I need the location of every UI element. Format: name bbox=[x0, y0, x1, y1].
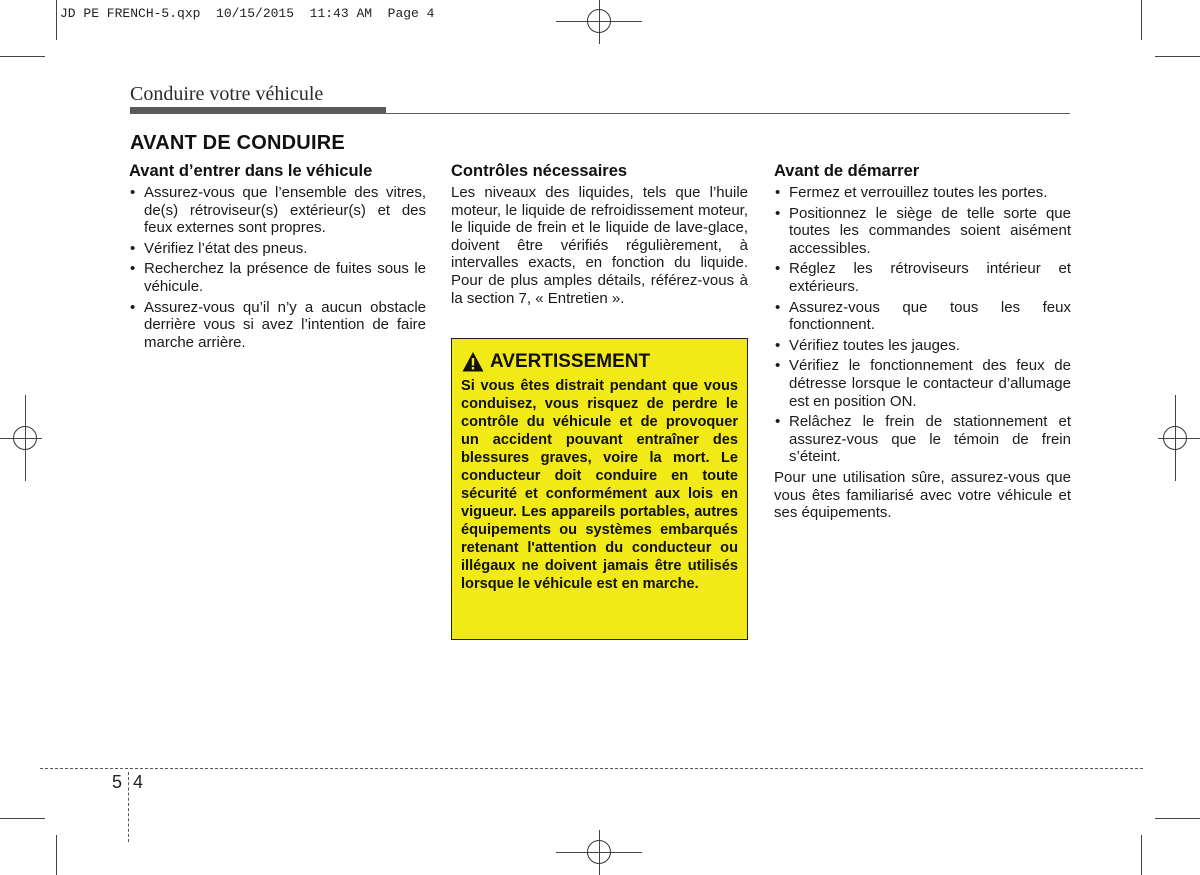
crop-mark bbox=[56, 0, 57, 40]
running-head: Conduire votre véhicule bbox=[130, 83, 324, 105]
warning-text: Si vous êtes distrait pendant que vous conduisez, vous risquez de perdre le contrôle du véhicule et de provoquer un accident pouvant entraîner des blessures graves, voire la mort. Le conducteur doit conduire en toute sécurité et conformément aux lois en vigueur. Les appareils portables, autres équipements ou systèmes embarqués retenant l'attention du conducteur ou illégaux ne doivent jamais être utilisés lorsque le véhicule est en marche. bbox=[461, 378, 738, 592]
checklist-item: • Assurez-vous qu’il n’y a aucun obstacle derrière vous si avez l’intention de faire marche arrière. bbox=[129, 299, 426, 352]
checklist bbox=[129, 184, 426, 351]
crop-mark bbox=[1155, 818, 1200, 819]
column-required-checks bbox=[451, 161, 748, 307]
registration-circle-icon bbox=[1163, 426, 1187, 450]
crop-mark bbox=[1155, 56, 1200, 57]
checklist-item: • Vérifiez toutes les jauges. bbox=[774, 337, 1071, 355]
checklist bbox=[774, 184, 1071, 466]
column-heading: Avant de démarrer bbox=[774, 162, 920, 180]
checklist-item: • Vérifiez l’état des pneus. bbox=[129, 240, 426, 258]
registration-circle-icon bbox=[587, 9, 611, 33]
registration-circle-icon bbox=[13, 426, 37, 450]
column-heading: Avant d’entrer dans le véhicule bbox=[129, 162, 373, 180]
checklist-item: • Positionnez le siège de telle sorte que toutes les commandes soient aisément accessibles. bbox=[774, 205, 1071, 258]
header-bar bbox=[130, 107, 386, 114]
page-in-chapter: 4 bbox=[133, 772, 144, 792]
checklist-item: • Recherchez la présence de fuites sous le véhicule. bbox=[129, 260, 426, 295]
section-title: AVANT DE CONDUIRE bbox=[130, 132, 345, 154]
crop-mark bbox=[1141, 0, 1142, 40]
page-number-separator bbox=[128, 772, 129, 842]
checklist-item: • Vérifiez le fonctionnement des feux de détresse lorsque le contacteur d’allumage est en position ON. bbox=[774, 357, 1071, 410]
header-rule bbox=[386, 113, 1070, 114]
checklist-item: • Assurez-vous que tous les feux fonctionnent. bbox=[774, 299, 1071, 334]
warning-title: AVERTISSEMENT bbox=[490, 351, 651, 372]
warning-header bbox=[461, 351, 738, 373]
checklist-item: • Relâchez le frein de stationnement et assurez-vous que le témoin de frein s’éteint. bbox=[774, 413, 1071, 466]
registration-circle-icon bbox=[587, 840, 611, 864]
checklist-item: • Assurez-vous que l’ensemble des vitres, de(s) rétroviseur(s) extérieur(s) et des feux externes sont propres. bbox=[129, 184, 426, 237]
chapter-number: 5 bbox=[112, 772, 123, 792]
warning-box bbox=[451, 338, 748, 640]
column-before-starting bbox=[774, 161, 1071, 522]
print-slug: JD PE FRENCH-5.qxp 10/15/2015 11:43 AM Page 4 bbox=[60, 6, 435, 21]
column-heading: Contrôles nécessaires bbox=[451, 162, 628, 180]
crop-mark bbox=[0, 818, 45, 819]
crop-mark bbox=[1141, 835, 1142, 875]
footer-rule bbox=[40, 768, 1143, 769]
warning-triangle-icon bbox=[462, 351, 484, 373]
checklist-item: • Fermez et verrouillez toutes les portes. bbox=[774, 184, 1071, 202]
body-paragraph: Pour une utilisation sûre, assurez-vous que vous êtes familiarisé avec votre véhicule et ses équipements. bbox=[774, 468, 1071, 522]
body-paragraph: Les niveaux des liquides, tels que l’huile moteur, le liquide de refroidissement moteur, le liquide de frein et le liquide de lave-glace, doivent être vérifiés régulièrement, à intervalles exacts, en fonction du liquide. Pour de plus amples détails, référez-vous à la section 7, « Entretien ». bbox=[451, 184, 748, 307]
column-before-entering bbox=[129, 161, 426, 354]
crop-mark bbox=[0, 56, 45, 57]
crop-mark bbox=[56, 835, 57, 875]
checklist-item: • Réglez les rétroviseurs intérieur et extérieurs. bbox=[774, 260, 1071, 295]
